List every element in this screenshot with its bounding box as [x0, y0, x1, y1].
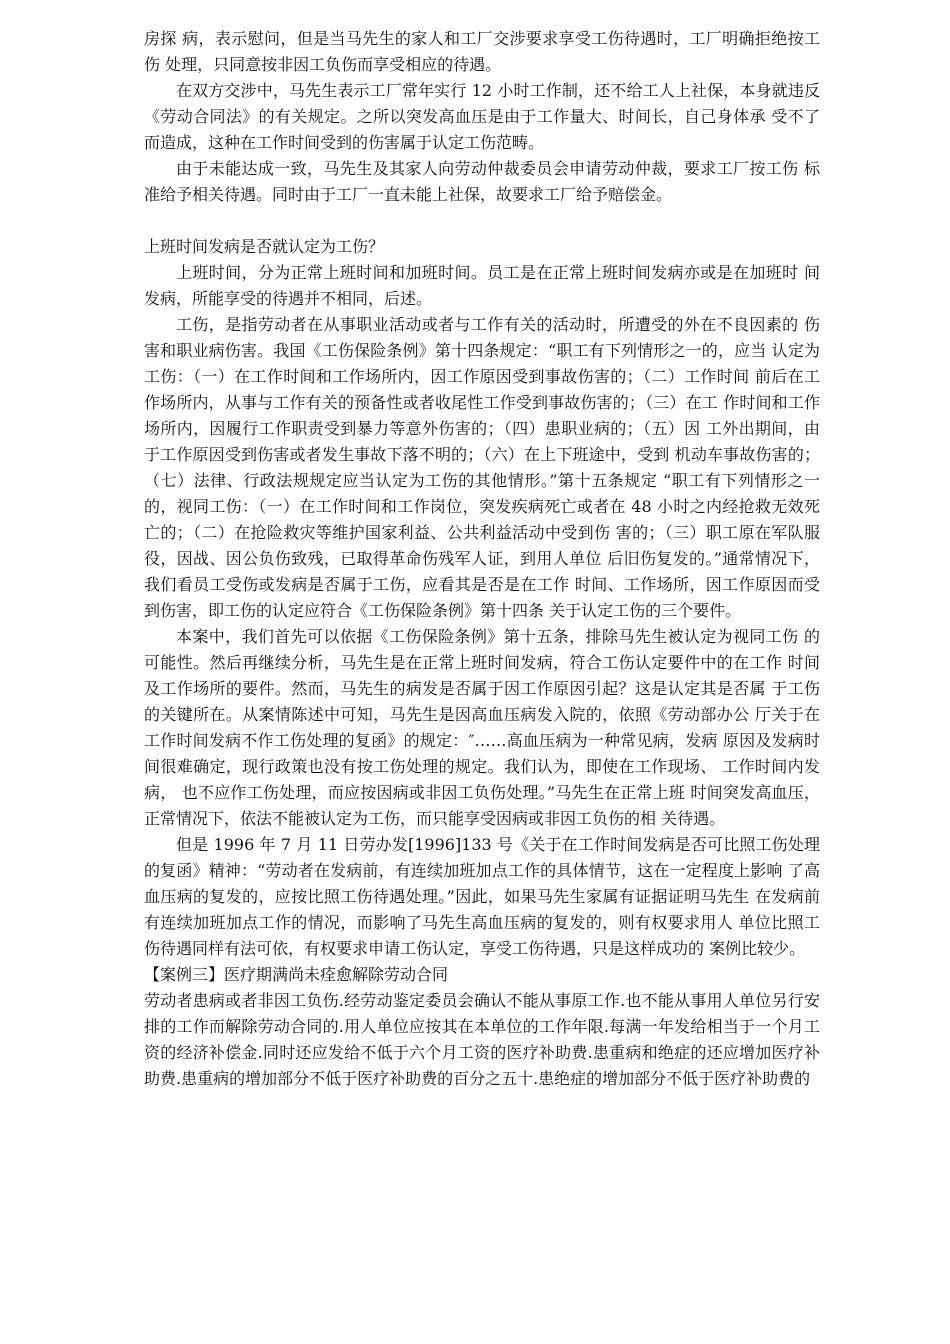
- paragraph-body: 但是 1996 年 7 月 11 日劳办发[1996]133 号《关于在工作时间发病是否可比照工伤处理的复函》精神：“劳动者在发病前，有连续加班加点工作的具体情节，这在一定程度上影响 了高血压病的复发的，应按比照工伤待遇处理。”因此，如果马先生家属有证据证明马先生 在发病前有连续加班加点工作的情况，而影响了马先生高血压病的复发的，则有权要求用人 单位比照工伤待遇同样有法可依，有权要求申请工伤认定，享受工伤待遇，只是这样成功的 案例比较少。: [144, 835, 820, 958]
- section-heading: 上班时间发病是否就认定为工伤？: [144, 237, 385, 256]
- paragraph-body: 劳动者患病或者非因工负伤.经劳动鉴定委员会确认不能从事原工作.也不能从事用人单位另行安排的工作而解除劳动合同的.用人单位应按其在本单位的工作年限.每满一年发给相当于一个月工资的经济补偿金.同时还应发给不低于六个月工资的医疗补助费.患重病和绝症的还应增加医疗补助费.患重病的增加部分不低于医疗补助费的百分之五十.患绝症的增加部分不低于医疗补助费的: [144, 991, 820, 1088]
- paragraph-body: 本案中，我们首先可以依据《工伤保险条例》第十五条，排除马先生被认定为视同工伤 的可能性。然后再继续分析，马先生是在正常上班时间发病，符合工伤认定要件中的在工作 时间及工作场所的要件。然而，马先生的病发是否属于因工作原因引起？这是认定其是否属 于工伤的关键所在。从案情陈述中可知，马先生是因高血压病发入院的，依照《劳动部办公 厅关于在工作时间发病不作工伤处理的复函》的规定：″……高血压病为一种常见病，发病 原因及发病时间很难确定，现行政策也没有按工伤处理的规定。我们认为，即使在工作现场、 工作时间内发病， 也不应作工伤处理，而应按因病或非因工负伤处理。”马先生在正常上班 时间突发高血压，正常情况下，依法不能被认定为工伤，而只能享受因病或非因工负伤的相 关待遇。: [144, 627, 820, 828]
- paragraph-spacer: [144, 208, 820, 234]
- paragraph-body: 在双方交涉中，马先生表示工厂常年实行 12 小时工作制，还不给工人上社保，本身就违反《劳动合同法》的有关规定。之所以突发高血压是由于工作量大、时间长，自己身体承 受不了而造成，这种在工作时间受到的伤害属于认定工伤范畴。: [144, 81, 820, 152]
- paragraph-body: 房探 病，表示慰问，但是当马先生的家人和工厂交涉要求享受工伤待遇时，工厂明确拒绝按工伤 处理，只同意按非因工负伤而享受相应的待遇。: [144, 29, 820, 74]
- paragraph-body: 工伤，是指劳动者在从事职业活动或者与工作有关的活动时，所遭受的外在不良因素的 伤害和职业病伤害。我国《工伤保险条例》第十四条规定：“职工有下列情形之一的，应当 认定为工伤：（一）在工作时间和工作场所内，因工作原因受到事故伤害的；（二）工作时间 前后在工作场所内，从事与工作有关的预备性或者收尾性工作受到事故伤害的；（三）在工 作时间和工作场所内，因履行工作职责受到暴力等意外伤害的；（四）患职业病的；（五）因 工外出期间，由于工作原因受到伤害或者发生事故下落不明的；（六）在上下班途中，受到 机动车事故伤害的；（七）法律、行政法规规定应当认定为工伤的其他情形。”第十五条规定 “职工有下列情形之一的，视同工伤：（一）在工作时间和工作岗位，突发疾病死亡或者在 48 小时之内经抢救无效死亡的；（二）在抢险救灾等维护国家利益、公共利益活动中受到伤 害的；（三）职工原在军队服役，因战、因公负伤致残，已取得革命伤残军人证，到用人单位 后旧伤复发的。”通常情况下，我们看员工受伤或发病是否属于工伤，应看其是否是在工作 时间、工作场所，因工作原因而受到伤害，即工伤的认定应符合《工伤保险条例》第十四条 关于认定工伤的三个要件。: [144, 315, 820, 620]
- paragraph-body: 上班时间，分为正常上班时间和加班时间。员工是在正常上班时间发病亦或是在加班时 间发病，所能享受的待遇并不相同，后述。: [144, 263, 820, 308]
- paragraph-body: 由于未能达成一致，马先生及其家人向劳动仲裁委员会申请劳动仲裁，要求工厂按工伤 标准给予相关待遇。同时由于工厂一直未能上社保，故要求工厂给予赔偿金。: [144, 159, 820, 204]
- document-page: [144, 26, 820, 1092]
- case-heading: 【案例三】医疗期满尚未痊愈解除劳动合同: [144, 965, 449, 984]
